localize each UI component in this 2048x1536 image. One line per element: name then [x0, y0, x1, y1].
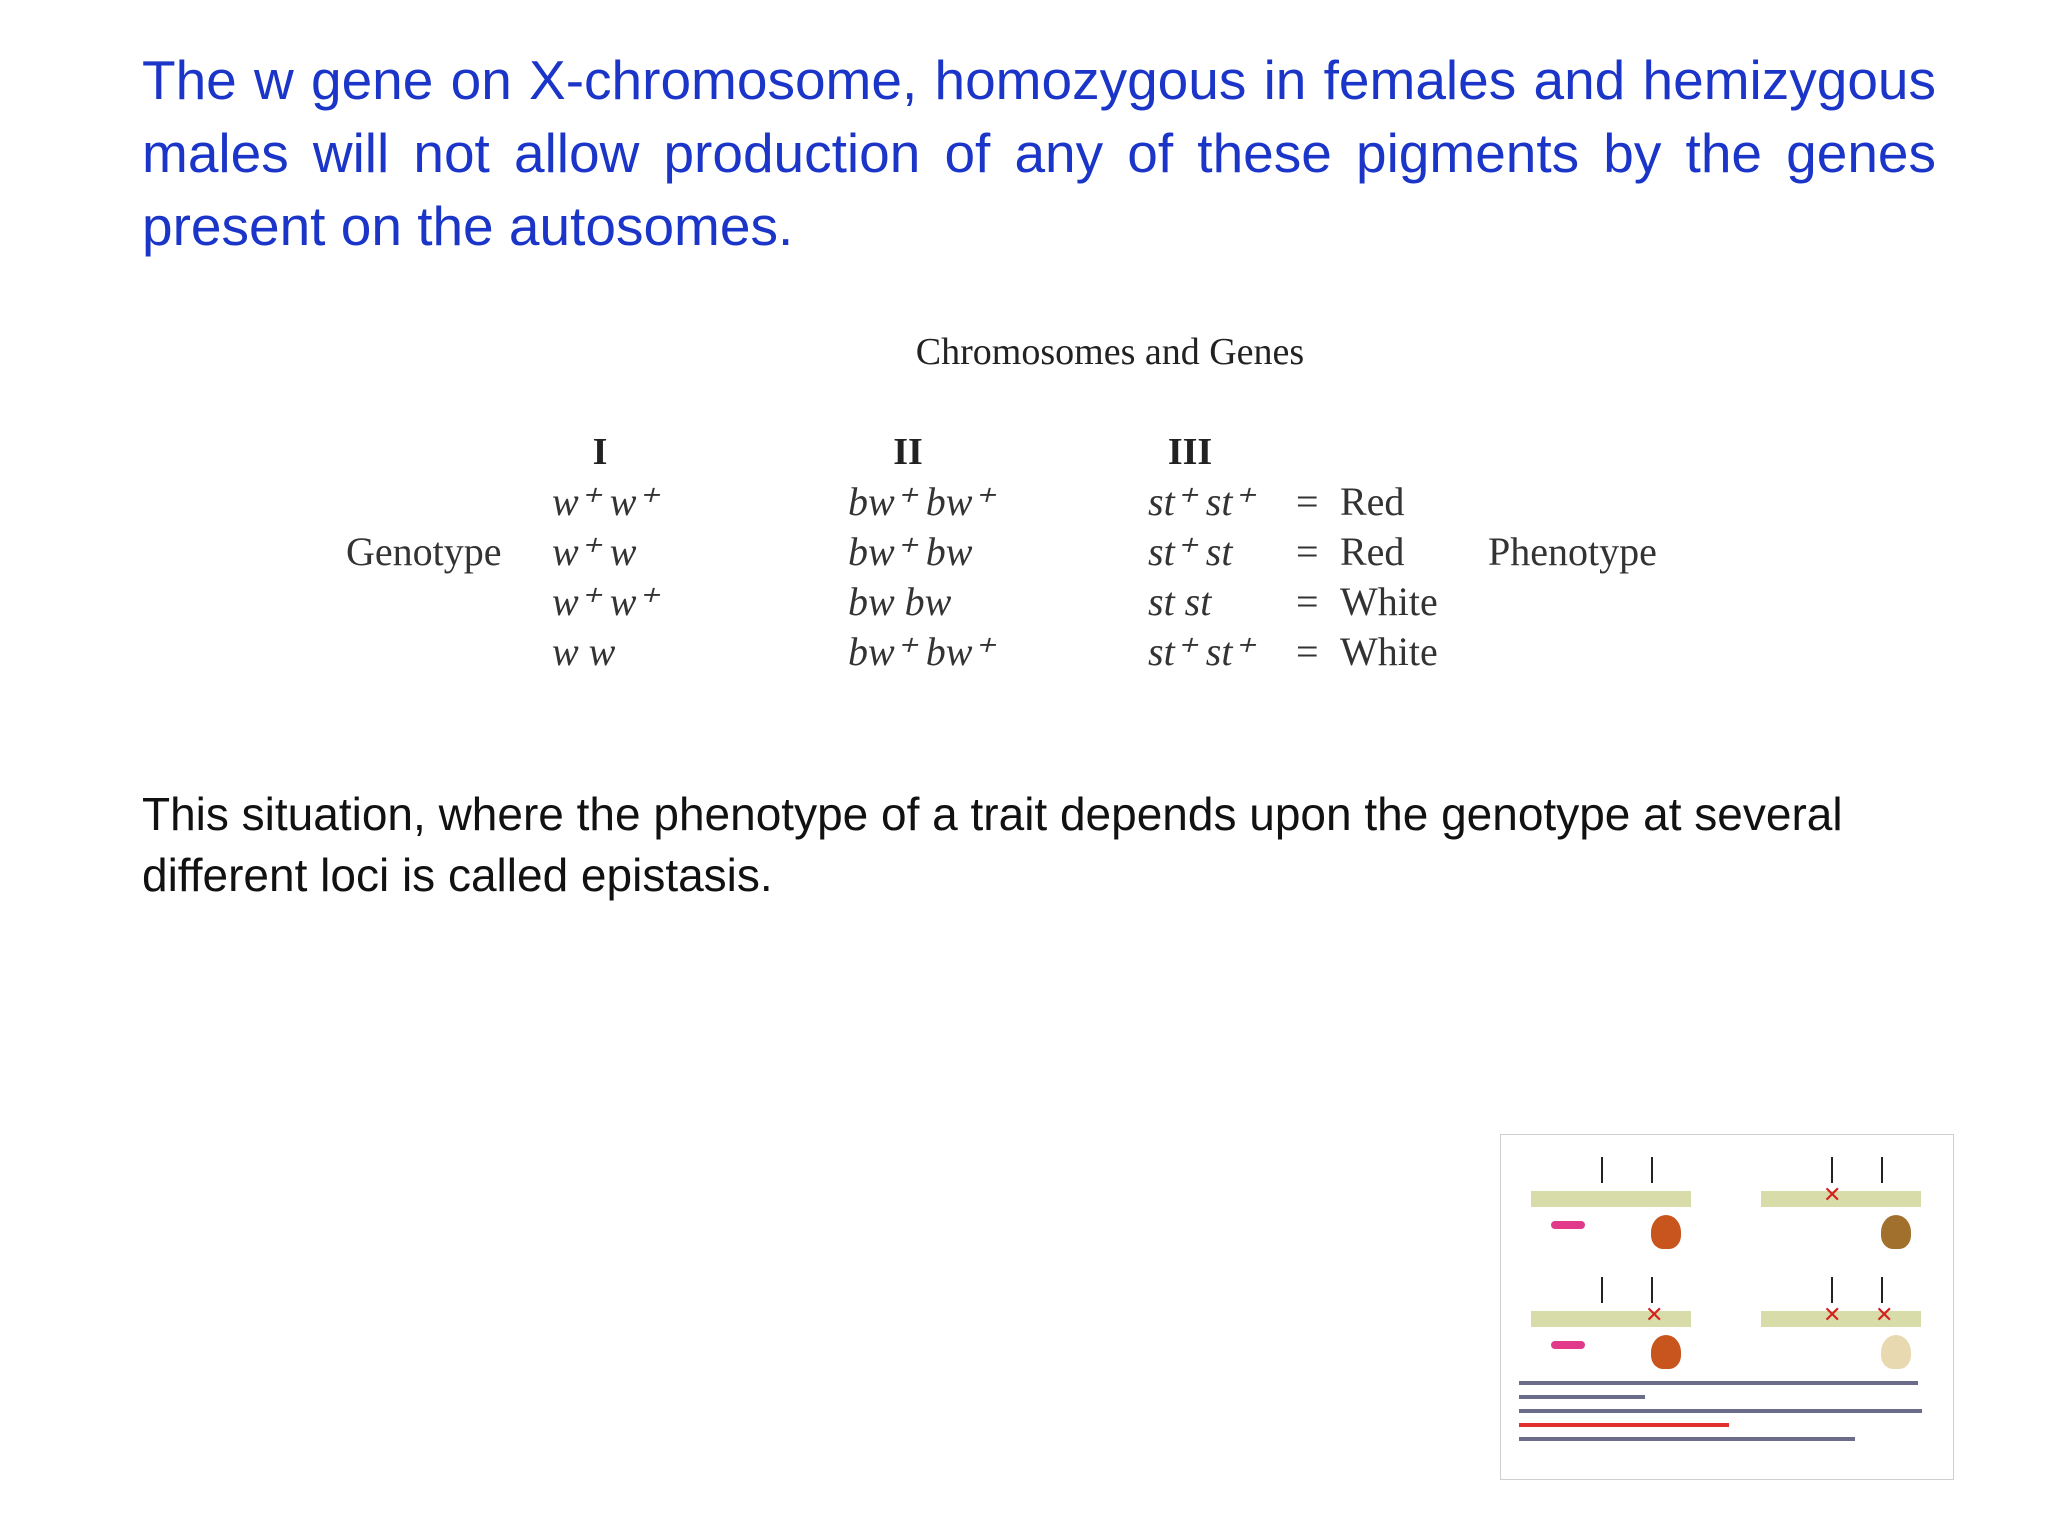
chromosome-II-alleles: bw⁺ bw⁺ — [848, 629, 994, 674]
figure-title: Chromosomes and Genes — [915, 331, 1305, 373]
phenotype-value: White — [1340, 629, 1438, 674]
arrow-icon — [1601, 1277, 1603, 1303]
chromosome-III-alleles: st⁺ st⁺ — [1148, 629, 1254, 674]
chromosome-I-alleles: w⁺ w⁺ — [552, 479, 658, 524]
arrow-icon — [1601, 1157, 1603, 1183]
caption-line — [1519, 1409, 1922, 1413]
epistasis-note: This situation, where the phenotype of a trait depends upon the genotype at several different loci is called epistasis. — [142, 788, 1843, 901]
caption-line — [1519, 1395, 1645, 1399]
blocked-step-icon: ✕ — [1645, 1303, 1664, 1328]
pathway-panel — [1511, 1263, 1711, 1383]
pigment-pathway-thumbnail — [1500, 1134, 1954, 1480]
chromosome-III-alleles: st⁺ st⁺ — [1148, 479, 1254, 524]
intro-paragraph: The w gene on X-chromosome, homozygous in females and hemizygous males will not allow production of any of these pigments by the genes present on the autosomes. — [142, 49, 1936, 257]
chromosome-III-alleles: st⁺ st — [1148, 529, 1233, 574]
arrow-icon — [1831, 1157, 1833, 1183]
pigment-granules-icon — [1551, 1221, 1585, 1229]
chromosome-I-alleles: w w — [552, 629, 616, 674]
blocked-step-icon: ✕ — [1875, 1303, 1894, 1328]
chromosome-III-alleles: st st — [1148, 579, 1212, 624]
chromosome-II-alleles: bw⁺ bw⁺ — [848, 479, 994, 524]
arrow-icon — [1831, 1277, 1833, 1303]
caption-line — [1519, 1437, 1855, 1441]
blocked-step-icon: ✕ — [1823, 1183, 1842, 1208]
chromosome-II-alleles: bw bw — [848, 579, 952, 624]
phenotype-value: White — [1340, 579, 1438, 624]
chromosome-I-alleles: w⁺ w⁺ — [552, 579, 658, 624]
arrow-icon — [1881, 1277, 1883, 1303]
equals-sign: = — [1296, 529, 1319, 574]
equals-sign: = — [1296, 629, 1319, 674]
column-header-I: I — [592, 431, 608, 473]
column-header-II: II — [893, 431, 923, 473]
phenotype-value: Red — [1340, 529, 1405, 574]
arrow-icon — [1651, 1277, 1653, 1303]
phenotype-value: Red — [1340, 479, 1405, 524]
equals-sign: = — [1296, 579, 1319, 624]
thumbnail-caption-lines — [1519, 1381, 1939, 1451]
pathway-bar — [1531, 1191, 1691, 1207]
chromosome-I-alleles: w⁺ w — [552, 529, 637, 574]
equals-sign: = — [1296, 479, 1319, 524]
pathway-panel — [1741, 1143, 1941, 1263]
blocked-step-icon: ✕ — [1823, 1303, 1842, 1328]
pathway-bar — [1531, 1311, 1691, 1327]
genotype-row — [0, 578, 2048, 628]
pathway-panel — [1741, 1263, 1941, 1383]
fly-eye-icon — [1651, 1215, 1681, 1249]
caption-line — [1519, 1423, 1729, 1427]
arrow-icon — [1651, 1157, 1653, 1183]
column-header-III: III — [1167, 431, 1213, 473]
genotype-row — [0, 478, 2048, 528]
fly-eye-icon — [1881, 1335, 1911, 1369]
genotype-row — [0, 628, 2048, 678]
phenotype-label: Phenotype — [1488, 529, 1657, 574]
genotype-row — [0, 528, 2048, 578]
fly-eye-icon — [1651, 1335, 1681, 1369]
genotype-label: Genotype — [346, 529, 502, 574]
pathway-panel — [1511, 1143, 1711, 1263]
chromosome-II-alleles: bw⁺ bw — [848, 529, 973, 574]
arrow-icon — [1881, 1157, 1883, 1183]
fly-eye-icon — [1881, 1215, 1911, 1249]
caption-line — [1519, 1381, 1918, 1385]
pigment-granules-icon — [1551, 1341, 1585, 1349]
